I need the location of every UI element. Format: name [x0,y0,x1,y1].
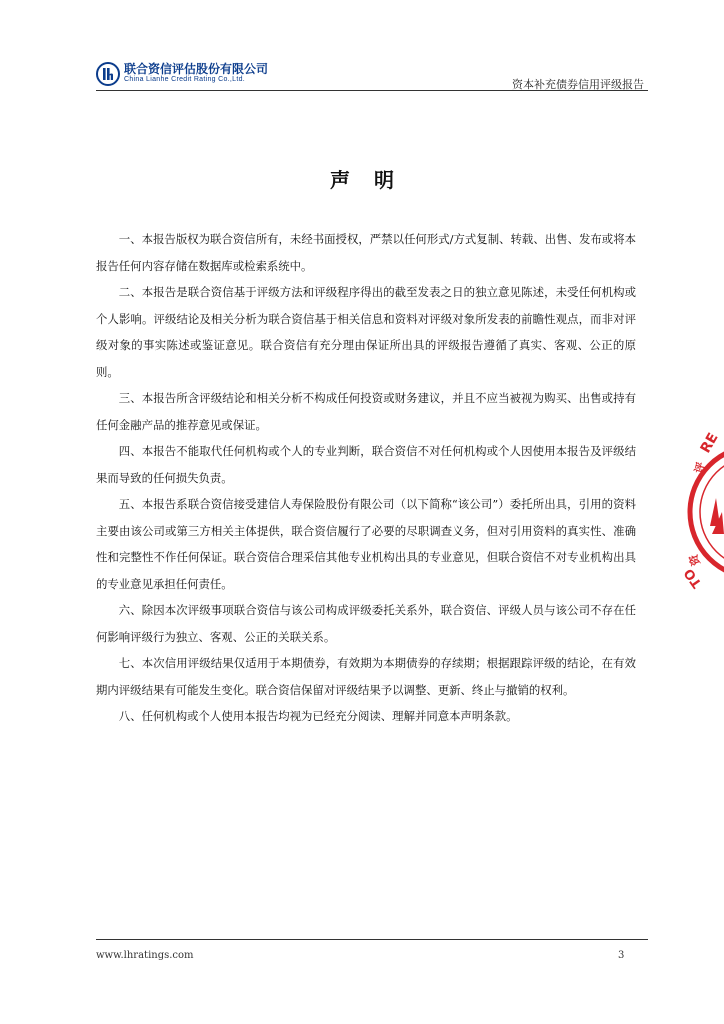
page-number: 3 [618,950,625,961]
red-seal-stamp-icon [681,414,724,610]
company-name-en: China Lianhe Credit Rating Co.,Ltd. [124,76,246,83]
statement-paragraph-7: 七、本次信用评级结果仅适用于本期债券，有效期为本期债券的存续期；根据跟踪评级的结论，在有效期内评级结果有可能发生变化。联合资信保留对评级结果予以调整、更新、终止与撤销的权利。 [96,656,636,697]
header-divider [96,90,648,91]
statement-paragraph-6: 六、除因本次评级事项联合资信与该公司构成评级委托关系外，联合资信、评级人员与该公司不存在任何影响评级行为独立、客观、公正的关联关系。 [96,603,636,644]
footer-divider [96,939,648,940]
svg-text:RE: RE [697,430,722,456]
statement-paragraph-1: 一、本报告版权为联合资信所有，未经书面授权，严禁以任何形式/方式复制、转载、出售、发布或将本报告任何内容存储在数据库或检索系统中。 [96,232,636,273]
company-name-cn: 联合资信评估股份有限公司 [124,62,269,76]
svg-text:评: 评 [692,460,708,475]
page-header [96,56,648,90]
statement-paragraph-2: 二、本报告是联合资信基于评级方法和评级程序得出的截至发表之日的独立意见陈述，未受任何机构或个人影响。评级结论及相关分析为联合资信基于相关信息和资料对评级对象所发表的前瞻性观点，而非对评级对象的事实陈述或鉴证意见。联合资信有充分理由保证所出具的评级报告遵循了真实、客观、公正的原则。 [96,285,636,379]
statement-paragraph-8: 八、任何机构或个人使用本报告均视为已经充分阅读、理解并同意本声明条款。 [118,709,518,723]
document-title: 声明 [330,168,418,192]
report-title: 资本补充债券信用评级报告 [512,78,644,91]
statement-paragraph-4: 四、本报告不能取代任何机构或个人的专业判断，联合资信不对任何机构或个人因使用本报告及评级结果而导致的任何损失负责。 [96,444,636,485]
svg-text:资: 资 [686,552,703,568]
footer-website: www.lhratings.com [96,950,194,961]
company-logo-icon [96,62,120,86]
statement-body [96,226,636,730]
svg-text:TO: TO [681,565,706,591]
statement-paragraph-5: 五、本报告系联合资信接受建信人寿保险股份有限公司（以下简称“该公司”）委托所出具，引用的资料主要由该公司或第三方相关主体提供，联合资信履行了必要的尽职调查义务，但对引用资料的真实性、准确性和完整性不作任何保证。联合资信合理采信其他专业机构出具的专业意见，但联合资信不对专业机构出具的专业意见承担任何责任。 [96,497,636,591]
statement-paragraph-3: 三、本报告所含评级结论和相关分析不构成任何投资或财务建议，并且不应当被视为购买、出售或持有任何金融产品的推荐意见或保证。 [96,391,636,432]
